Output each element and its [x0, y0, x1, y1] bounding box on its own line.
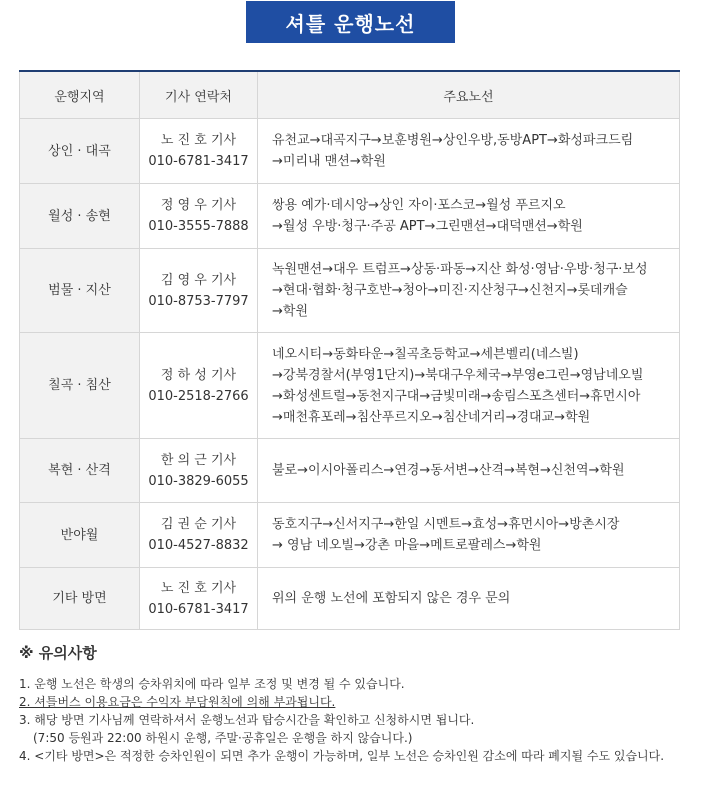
route-cell: [258, 249, 680, 333]
route-cell: [258, 439, 680, 503]
page-title: 셔틀 운행노선: [246, 1, 455, 43]
driver-phone: 010-4527-8832: [148, 538, 249, 553]
region-cell: 복현 · 산격: [20, 439, 140, 503]
contact-cell: [140, 184, 258, 249]
table-row: [20, 119, 680, 184]
contact-cell: [140, 439, 258, 503]
driver-phone: 010-8753-7797: [148, 293, 249, 309]
route-cell: [258, 119, 680, 184]
route-line: →화성센트럴→동천지구대→금빛미래→송림스포츠센터→휴먼시아: [272, 388, 641, 404]
note-item: (7:50 등원과 22:00 하원시 운행, 주말·공휴일은 운행을 하지 않습니다.): [33, 731, 413, 745]
route-line: →월성 우방·청구·주공 APT→그린맨션→대덕맨션→학원: [272, 219, 583, 234]
driver-name: 김 영 우 기사: [160, 272, 237, 288]
note-item: 4. <기타 방면>은 적정한 승차인원이 되면 추가 운행이 가능하며, 일부 노선은 승차인원 감소에 따라 폐지될 수도 있습니다.: [19, 749, 665, 763]
table-row: [20, 439, 680, 503]
header-route: 주요노선: [258, 71, 680, 119]
driver-phone: 010-3555-7888: [148, 219, 249, 234]
contact-cell: [140, 249, 258, 333]
shuttle-route-table: [19, 70, 680, 630]
region-cell: 반야월: [20, 503, 140, 568]
table-row: [20, 184, 680, 249]
driver-name: 김 권 순 기사: [160, 517, 237, 532]
notes-title: ※ 유의사항: [19, 644, 97, 662]
title-banner: [246, 1, 455, 43]
route-line: 쌍용 예가·데시앙→상인 자이·포스코→월성 푸르지오: [272, 198, 566, 213]
contact-cell: [140, 568, 258, 630]
note-item: 1. 운행 노선은 학생의 승차위치에 따라 일부 조정 및 변경 될 수 있습니다.: [19, 677, 405, 691]
driver-phone: 010-6781-3417: [148, 601, 249, 617]
route-line: 녹원맨션→대우 트럼프→상동·파동→지산 화성·영남·우방·청구·보성: [272, 262, 648, 277]
route-line: →현대·협화·청구호반→청아→미진·지산청구→신천지→롯데캐슬: [272, 283, 628, 298]
driver-name: 정 영 우 기사: [160, 198, 237, 213]
region-cell: 범물 · 지산: [20, 249, 140, 333]
route-line: →미리내 맨션→학원: [272, 154, 386, 169]
table-row: [20, 249, 680, 333]
route-line: 위의 운행 노선에 포함되지 않은 경우 문의: [272, 591, 511, 606]
route-line: →매천휴포레→침산푸르지오→침산네거리→경대교→학원: [272, 409, 591, 425]
region-cell: 칠곡 · 침산: [20, 333, 140, 439]
region-cell: 기타 방면: [20, 568, 140, 630]
driver-phone: 010-3829-6055: [148, 473, 249, 489]
route-line: 네오시티→동화타운→칠곡초등학교→세븐벨리(네스빌): [272, 346, 579, 362]
header-contact: 기사 연락처: [140, 71, 258, 119]
contact-cell: [140, 333, 258, 439]
region-cell: 상인 · 대곡: [20, 119, 140, 184]
table-row: [20, 333, 680, 439]
route-cell: [258, 184, 680, 249]
contact-cell: [140, 119, 258, 184]
route-cell: [258, 568, 680, 630]
route-line: 불로→이시아폴리스→연경→동서변→산격→복현→신천역→학원: [272, 463, 625, 478]
note-item: [19, 693, 689, 711]
driver-name: 정 하 성 기사: [160, 367, 237, 383]
header-region: 운행지역: [20, 71, 140, 119]
route-cell: [258, 333, 680, 439]
notes-section: [19, 642, 689, 765]
route-line: 동호지구→신서지구→한일 시멘트→효성→휴먼시아→방촌시장: [272, 517, 620, 532]
driver-phone: 010-2518-2766: [148, 388, 249, 404]
driver-name: 한 의 근 기사: [160, 452, 237, 468]
route-line: 유천교→대곡지구→보훈병원→상인우방,동방APT→화성파크드림: [272, 133, 634, 148]
route-line: →강북경찰서(부영1단지)→북대구우체국→부영e그린→영남네오빌: [272, 367, 644, 383]
driver-name: 노 진 호 기사: [160, 133, 237, 148]
driver-name: 노 진 호 기사: [160, 580, 237, 596]
note-item: 3. 해당 방면 기사님께 연락하셔서 운행노선과 탑승시간을 확인하고 신청하시면 됩니다.: [19, 713, 475, 727]
table-header-row: [20, 71, 680, 119]
route-cell: [258, 503, 680, 568]
note-item-text: 2. 셔틀버스 이용요금은 수익자 부담원칙에 의해 부과됩니다.: [19, 695, 336, 709]
table-row: [20, 568, 680, 630]
region-cell: 월성 · 송현: [20, 184, 140, 249]
route-line: → 영남 네오빌→강촌 마을→메트로팔레스→학원: [272, 538, 542, 553]
driver-phone: 010-6781-3417: [148, 154, 249, 169]
contact-cell: [140, 503, 258, 568]
route-line: →학원: [272, 304, 309, 319]
table-row: [20, 503, 680, 568]
